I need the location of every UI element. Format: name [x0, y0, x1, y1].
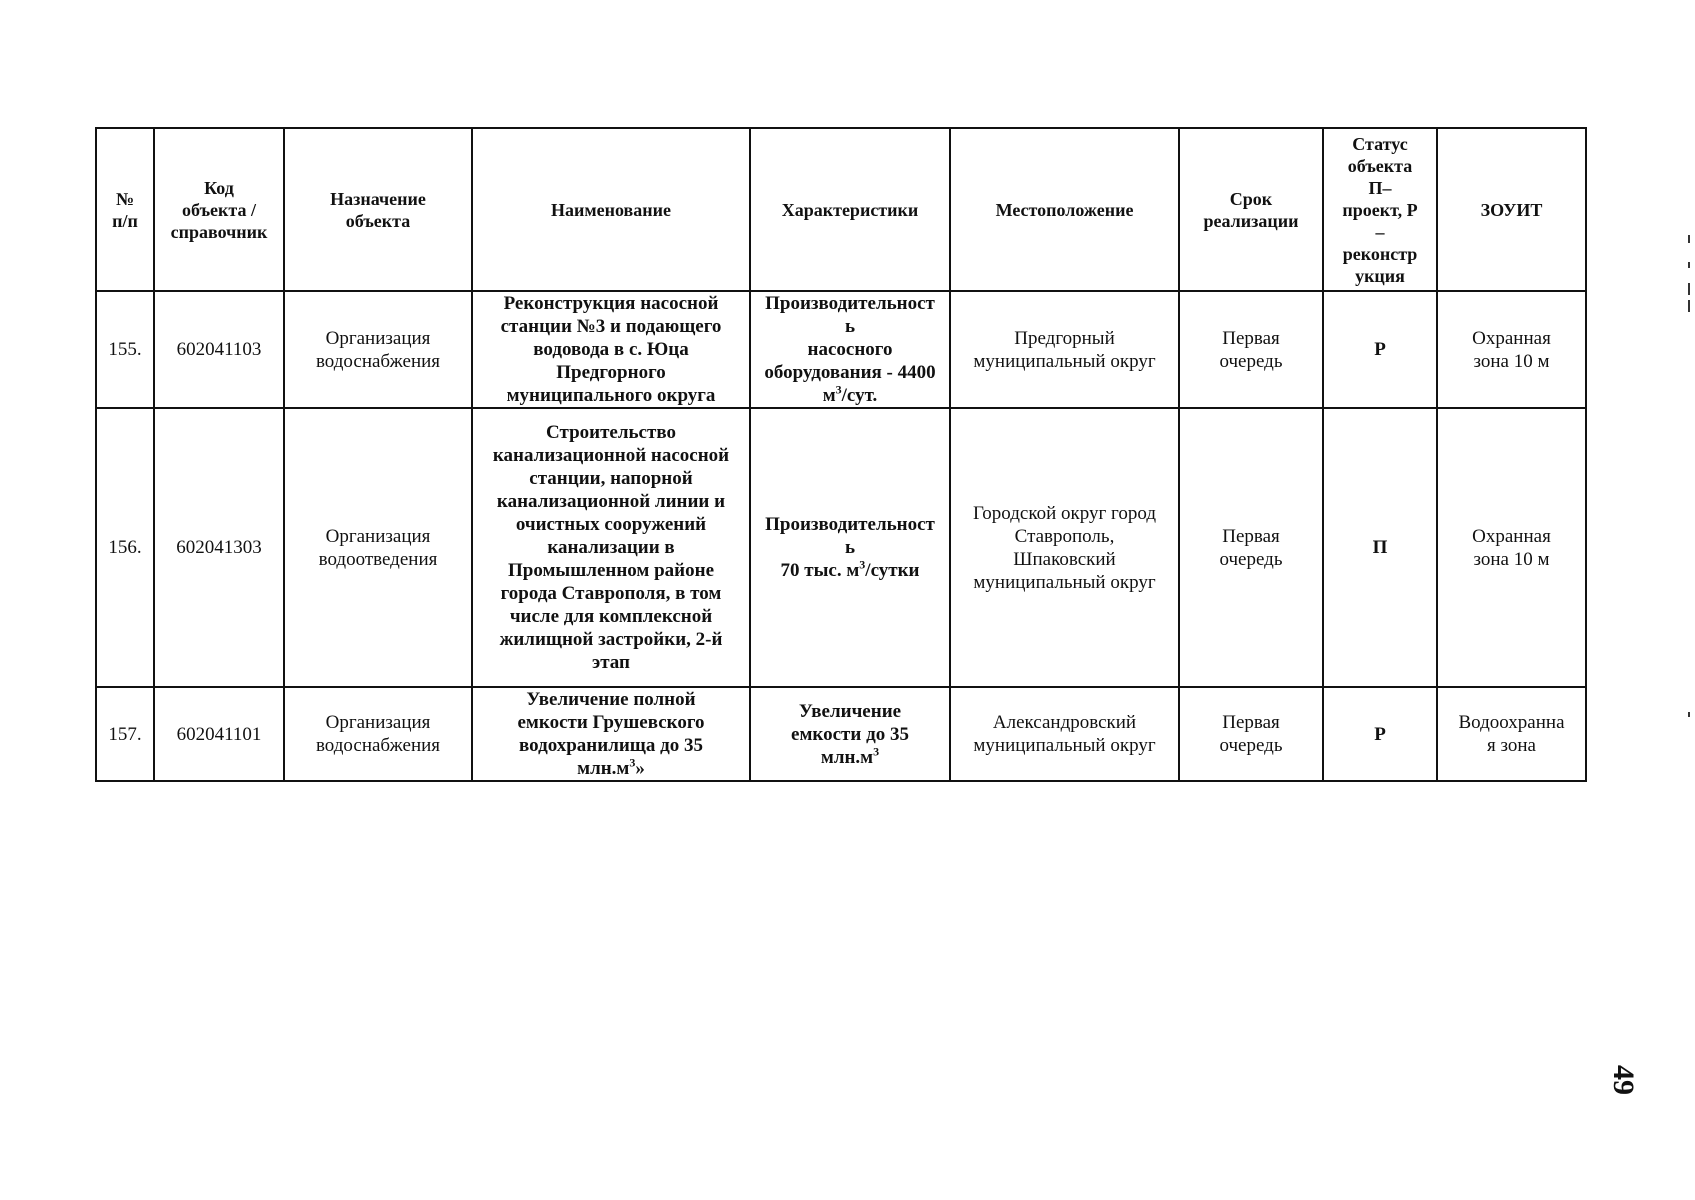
header-characteristics: Характеристики — [750, 128, 950, 291]
header-status: Статус объекта П– проект, Р – реконстр укция — [1323, 128, 1437, 291]
scan-edge-mark — [1688, 262, 1690, 268]
name-text: Увеличение полной емкости Грушевского водохранилища до 35 млн.м — [517, 689, 705, 779]
characteristics-unit-tail: /сут. — [841, 385, 878, 406]
characteristics-text: Производительност ь 70 тыс. м — [765, 514, 935, 581]
cell-location: Александровский муниципальный округ — [950, 687, 1179, 781]
cell-location: Предгорный муниципальный округ — [950, 291, 1179, 408]
table-header-row — [96, 128, 1586, 291]
characteristics-text: Производительност ь насосного оборудования - 4400 м — [764, 293, 936, 406]
cell-characteristics — [750, 687, 950, 781]
cell-status: Р — [1323, 291, 1437, 408]
scan-edge-mark — [1688, 235, 1690, 243]
table-row — [96, 291, 1586, 408]
cell-status: П — [1323, 408, 1437, 687]
header-zouit: ЗОУИТ — [1437, 128, 1586, 291]
cell-term: Первая очередь — [1179, 687, 1323, 781]
unit-superscript: 3 — [859, 557, 866, 572]
cell-name — [472, 687, 750, 781]
characteristics-text: Увеличение емкости до 35 млн.м — [791, 700, 909, 768]
unit-superscript: 3 — [629, 755, 636, 770]
cell-code: 602041303 — [154, 408, 284, 687]
name-tail: » — [635, 758, 645, 779]
cell-purpose: Организация водоотведения — [284, 408, 472, 687]
header-code: Код объекта / справочник — [154, 128, 284, 291]
cell-code: 602041103 — [154, 291, 284, 408]
scan-edge-mark — [1688, 712, 1690, 717]
cell-characteristics — [750, 291, 950, 408]
table-row — [96, 408, 1586, 687]
cell-term: Первая очередь — [1179, 408, 1323, 687]
cell-status: Р — [1323, 687, 1437, 781]
characteristics-unit-tail: /сутки — [865, 560, 920, 581]
header-location: Местоположение — [950, 128, 1179, 291]
cell-name: Строительство канализационной насосной станции, напорной канализационной линии и очистных сооружений канализации в Промышленном районе города Ставрополя, в том числе для комплексной жилищной застройки, 2-й этап — [472, 408, 750, 687]
cell-purpose: Организация водоснабжения — [284, 687, 472, 781]
cell-zouit: Водоохранна я зона — [1437, 687, 1586, 781]
cell-location: Городской округ город Ставрополь, Шпаковский муниципальный округ — [950, 408, 1179, 687]
objects-table — [95, 127, 1587, 782]
header-name: Наименование — [472, 128, 750, 291]
header-num: № п/п — [96, 128, 154, 291]
table-row — [96, 687, 1586, 781]
cell-zouit: Охранная зона 10 м — [1437, 291, 1586, 408]
cell-num: 157. — [96, 687, 154, 781]
cell-name: Реконструкция насосной станции №3 и подающего водовода в с. Юца Предгорного муниципального округа — [472, 291, 750, 408]
cell-num: 156. — [96, 408, 154, 687]
header-purpose: Назначение объекта — [284, 128, 472, 291]
cell-term: Первая очередь — [1179, 291, 1323, 408]
page-number: 49 — [1607, 1065, 1640, 1095]
cell-characteristics — [750, 408, 950, 687]
cell-num: 155. — [96, 291, 154, 408]
cell-purpose: Организация водоснабжения — [284, 291, 472, 408]
header-term: Срок реализации — [1179, 128, 1323, 291]
scan-edge-mark — [1688, 283, 1690, 295]
scan-edge-mark — [1688, 300, 1690, 312]
unit-superscript: 3 — [873, 744, 880, 759]
unit-superscript: 3 — [835, 382, 842, 397]
cell-zouit: Охранная зона 10 м — [1437, 408, 1586, 687]
cell-code: 602041101 — [154, 687, 284, 781]
